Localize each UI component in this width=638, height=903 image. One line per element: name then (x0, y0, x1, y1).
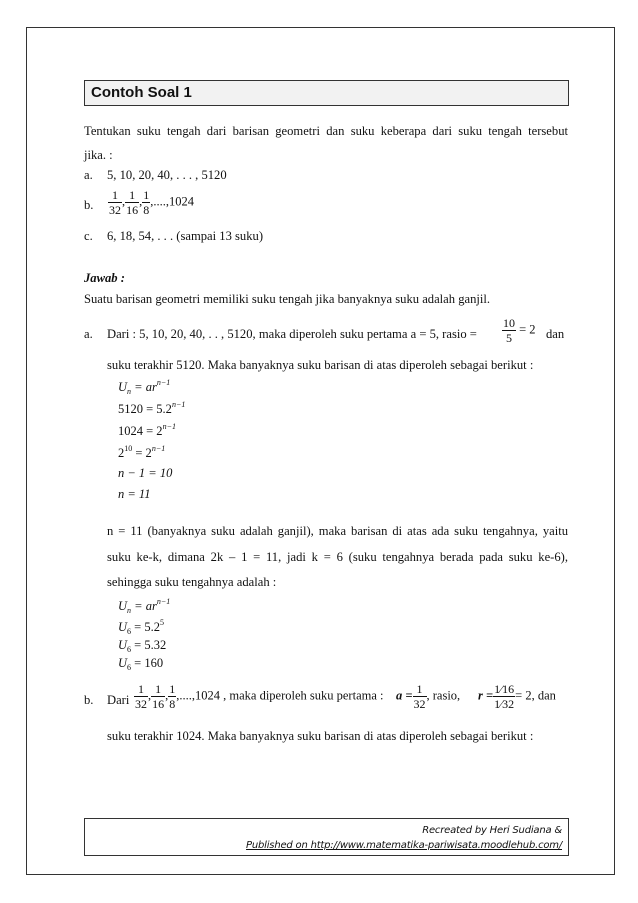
answer-b-first-term: a = $\frac{1}{32}$ , rasio, (396, 682, 461, 711)
equation-n-minus-1: n − 1 = 10 (118, 466, 173, 480)
answer-a-label: a. (84, 327, 93, 341)
equation-u6-c: $U_6 = 160$ (118, 656, 164, 672)
question-a-label: a. (84, 168, 93, 182)
section-title: Contoh Soal 1 (84, 80, 569, 106)
fraction: $\frac{1}{32}$ (109, 188, 121, 217)
equation-1024: $1024 = 2^{n-1}$ (118, 422, 176, 438)
answer-b-dari: Dari (107, 693, 130, 707)
question-a-text: 5, 10, 20, 40, . . . , 5120 (107, 168, 227, 182)
question-c-label: c. (84, 229, 93, 243)
answer-a-para-line3: sehingga suku tengahnya adalah : (107, 575, 277, 589)
fraction: $\frac{1}{8}$ (143, 188, 150, 217)
equation-5120: $5120 = 5.2^{n-1}$ (118, 400, 186, 416)
question-b-sequence: $\frac{1}{32}$ , $\frac{1}{16}$ , $\frac{1}{8}$ ,....,1024 (109, 188, 194, 217)
answer-a-line1: Dari : 5, 10, 20, 40, . . , 5120, maka diperoleh suku pertama a = 5, rasio = (107, 327, 477, 341)
fraction: $\frac{1}{8}$ (169, 682, 176, 711)
answer-a-ratio: $\frac{10}{5}$ = 2 (503, 316, 536, 345)
equation-u6-a: $U_6 = 5.2^5$ (118, 618, 164, 636)
question-intro-line2: jika. : (84, 148, 113, 162)
answer-b-label: b. (84, 693, 94, 707)
footer-credit-line2: Published on http://www.matematika-pariwisata.moodlehub.com/ (246, 840, 562, 851)
footer-credit-line1: Recreated by Heri Sudiana & (422, 825, 562, 836)
answer-a-para-line1: n = 11 (banyaknya suku adalah ganjil), maka barisan di atas ada suku tengahnya, yaitu (107, 524, 568, 538)
equation-u6-b: $U_6 = 5.32$ (118, 638, 167, 654)
fraction: $\frac{10}{5}$ (503, 316, 515, 345)
footer-credit (84, 818, 569, 856)
fraction: $\frac{1}{32}$ (413, 682, 426, 711)
answer-a-para-line2: suku ke-k, dimana 2k – 1 = 11, jadi k = 6 (suku tengahnya berada pada suku ke-6), (107, 550, 568, 564)
answer-b-ratio: r = $\frac{1⁄16}{1⁄32}$ = 2, dan (478, 682, 556, 711)
answer-a-line2: suku terakhir 5120. Maka banyaknya suku barisan di atas diperoleh sebagai berikut : (107, 358, 534, 372)
question-b-label: b. (84, 198, 94, 212)
equation-power: $2^{10} = 2^{n-1}$ (118, 444, 166, 460)
equation-un: $U_n = ar^{n-1}$ (118, 378, 171, 396)
question-intro-line1: Tentukan suku tengah dari barisan geometri dan suku keberapa dari suku tengah tersebut (84, 124, 568, 138)
answer-intro: Suatu barisan geometri memiliki suku tengah jika banyaknya suku adalah ganjil. (84, 292, 491, 306)
answer-heading: Jawab : (84, 271, 125, 285)
answer-b-sequence: $\frac{1}{32}$ , $\frac{1}{16}$ , $\frac{1}{8}$ ,....,1024 , maka diperoleh suku pertama : (135, 682, 384, 711)
fraction: $\frac{1}{32}$ (135, 682, 147, 711)
question-c-text: 6, 18, 54, . . . (sampai 13 suku) (107, 229, 264, 243)
answer-a-line1-end: dan (546, 327, 565, 341)
fraction: $\frac{1}{16}$ (152, 682, 165, 711)
equation-n: n = 11 (118, 487, 151, 501)
fraction: $\frac{1}{16}$ (126, 188, 139, 217)
answer-b-line2: suku terakhir 1024. Maka banyaknya suku barisan di atas diperoleh sebagai berikut : (107, 729, 534, 743)
page-frame (26, 27, 615, 875)
equation-un-2: $U_n = ar^{n-1}$ (118, 597, 171, 615)
fraction: $\frac{1⁄16}{1⁄32}$ (494, 682, 515, 711)
footer-link[interactable]: http://www.matematika-pariwisata.moodlehub.com/ (310, 840, 562, 851)
